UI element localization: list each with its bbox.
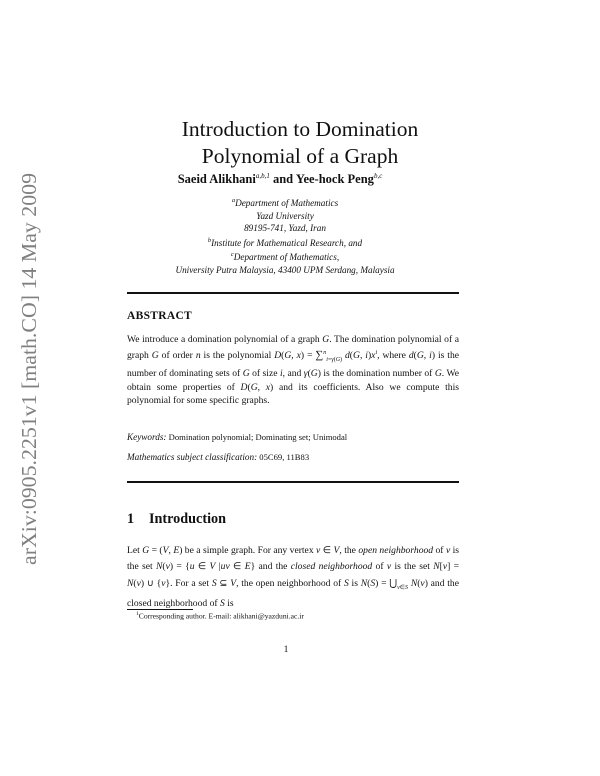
author-line: [0, 172, 560, 187]
page-number: 1: [283, 644, 289, 655]
msc-value: 05C69, 11B83: [259, 452, 310, 462]
section-heading: [127, 511, 226, 528]
section-title: Introduction: [149, 511, 226, 527]
arxiv-id: arXiv:0905.2251v1 [math.CO] 14 May 2009: [17, 188, 41, 565]
keywords-value: Domination polynomial; Dominating set; Unimodal: [168, 432, 348, 442]
author-2: Yee-hock Peng: [295, 172, 374, 187]
keywords: [127, 432, 467, 442]
affiliations: [0, 195, 570, 276]
paper-title: [0, 116, 600, 170]
abstract-text: We introduce a domination polynomial of a graph G. The domination polynomial of a graph G of order n is the polynomial D(G, x) = ∑$^n_{i=\gamma(G)}$ d(G, $i)x^i$, where d(G, i) is the number of dominating sets of G of size i, and γ(G) is the domination number of G. We obtain some properties of D(G, x) and its coefficients. Also we compute this polynomial for some specific graphs.: [127, 334, 460, 407]
aff-a-city: 89195-741, Yazd, Iran: [244, 223, 326, 234]
abstract-top-rule: [127, 292, 459, 294]
title-line-1: Introduction to Domination: [181, 117, 419, 141]
abstract-heading: ABSTRACT: [127, 310, 193, 322]
footnote-rule: [127, 609, 193, 610]
aff-b-mark: b: [207, 236, 212, 244]
footnote: [136, 611, 304, 621]
keywords-label: Keywords:: [127, 432, 167, 442]
aff-c-dept: Department of Mathematics,: [233, 252, 340, 263]
aff-c-univ: University Putra Malaysia, 43400 UPM Serdang, Malaysia: [175, 264, 395, 275]
aff-a-dept: Department of Mathematics: [235, 198, 339, 209]
aff-a-mark: a: [231, 197, 236, 204]
author-1-marks: a,b,1: [255, 172, 270, 180]
abstract-bottom-rule: [127, 481, 459, 483]
aff-c-mark: c: [230, 251, 234, 259]
aff-a-univ: Yazd University: [256, 210, 314, 221]
msc: [127, 452, 467, 462]
author-1: Saeid Alikhani: [177, 172, 256, 187]
aff-b-inst: Institute for Mathematical Research, and: [211, 237, 363, 248]
section-number: 1: [127, 511, 135, 527]
footnote-mark: 1: [136, 611, 139, 617]
msc-label: Mathematics subject classification:: [127, 452, 258, 462]
authors-and: and: [272, 172, 294, 187]
author-2-marks: b,c: [373, 172, 383, 180]
intro-paragraph: Let G = (V, E) be a simple graph. For any vertex v ∈ V, the open neighborhood of v is the set N(v) = {u ∈ V |uv ∈ E} and the closed neighborhood of v is the set N[v] = N(v) ∪ {v}. For a set S ⊆ V, the open neighborhood of S is $N(S) = ⋃_{v\in S}$ N(v) and the closed neighborhood of S is: [127, 545, 460, 609]
footnote-text: Corresponding author. E-mail: alikhani@yazduni.ac.ir: [138, 611, 304, 621]
title-line-2: Polynomial of a Graph: [201, 144, 399, 168]
